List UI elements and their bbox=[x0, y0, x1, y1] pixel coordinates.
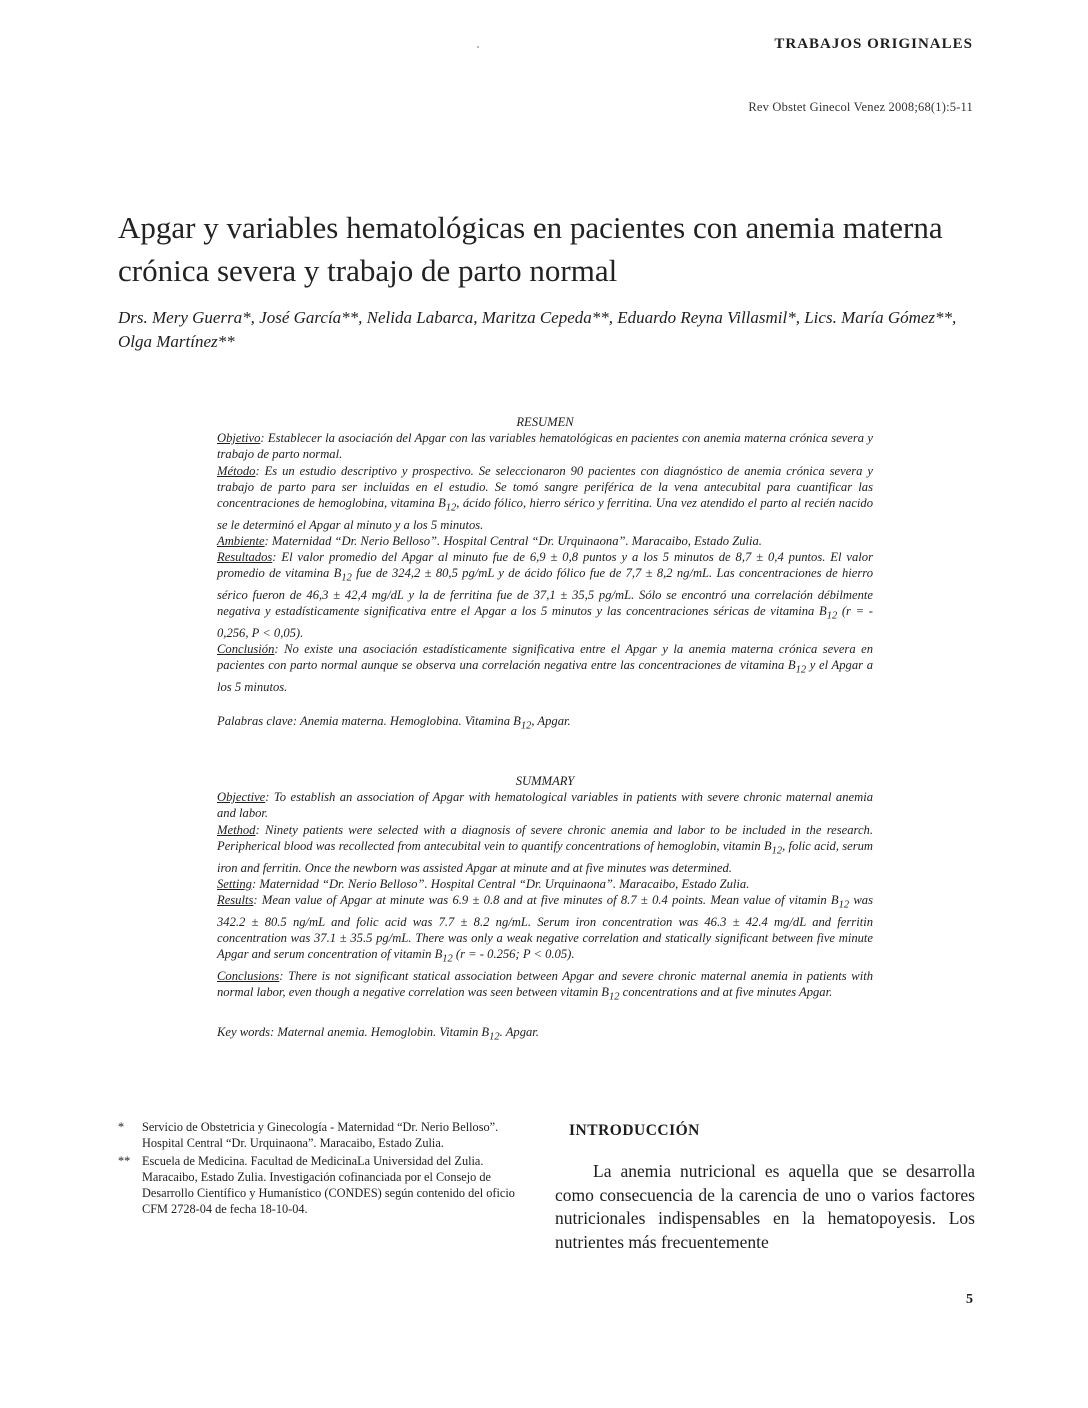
summary-method bbox=[217, 822, 873, 876]
keywords-text: Palabras clave: Anemia materna. Hemoglobina. Vitamina B bbox=[217, 714, 521, 729]
stray-dot bbox=[477, 46, 479, 48]
footnote bbox=[118, 1153, 518, 1217]
conclusion-label: Conclusión bbox=[217, 642, 275, 657]
ambiente-label: Ambiente bbox=[217, 533, 265, 548]
subscript: 12 bbox=[520, 720, 532, 732]
resumen-ambiente bbox=[217, 533, 873, 549]
summary-setting bbox=[217, 876, 873, 892]
setting-label: Setting bbox=[217, 876, 252, 891]
objective-label: Objective bbox=[217, 790, 266, 805]
metodo-text: : Es un estudio descriptivo y prospectivo. Se seleccionaron 90 pacientes con diagnóstico de anemia crónica severa y trabajo de parto para ser incluidas en el estudio. Se tomó sangre periférica de la vena antecubital para cuantificar las concentraciones de hemoglobina, vitamina B bbox=[217, 463, 873, 511]
journal-citation: Rev Obstet Ginecol Venez 2008;68(1):5-11 bbox=[748, 100, 973, 114]
subscript: 12 bbox=[838, 899, 850, 911]
summary-heading: SUMMARY bbox=[515, 774, 575, 788]
footnote-text: Servicio de Obstetricia y Ginecología - Maternidad “Dr. Nerio Belloso”. Hospital Central “Dr. Urquinaona”. Maracaibo, Estado Zulia. bbox=[142, 1120, 499, 1150]
objetivo-text: : Establecer la asociación del Apgar con las variables hematológicas en pacientes con anemia materna crónica severa y trabajo de parto normal. bbox=[217, 431, 873, 462]
conclusions-label: Conclusions bbox=[217, 968, 280, 983]
resultados-text-end: (r = - 0,256, P < 0,05). bbox=[217, 604, 873, 640]
keywords-text-end: . Apgar. bbox=[499, 1024, 539, 1039]
summary-keywords bbox=[217, 1024, 873, 1046]
results-text-end: (r = - 0.256; P < 0.05). bbox=[452, 947, 575, 962]
results-label: Results bbox=[217, 892, 254, 907]
subscript: 12 bbox=[445, 502, 457, 514]
resumen-conclusion bbox=[217, 641, 873, 695]
subscript: 12 bbox=[489, 1031, 500, 1043]
summary-block bbox=[217, 773, 873, 1045]
results-text-cont: was 342.2 ± 80.5 ng/mL and folic acid was 7.7 ± 8.2 ng/mL. Serum iron concentration was 46.3 ± 42.4 mg/dL and ferritin concentration was 37.1 ± 35.5 pg/mL. There was only a weak negative correlation and statically significant between five minute Apgar and serum concentration of vitamin B bbox=[217, 892, 873, 962]
subscript: 12 bbox=[826, 610, 838, 622]
subscript: 12 bbox=[341, 572, 352, 584]
author-list: Drs. Mery Guerra*, José García**, Nelida Labarca, Maritza Cepeda**, Eduardo Reyna Villasmil*, Lics. María Gómez**, Olga Martínez** bbox=[118, 308, 957, 351]
summary-conclusions bbox=[217, 968, 873, 1006]
objective-text: : To establish an association of Apgar with hematological variables in patients with severe chronic maternal anemia and labor. bbox=[217, 790, 873, 821]
results-text: : Mean value of Apgar at minute was 6.9 ± 0.8 and at five minutes of 8.7 ± 0.4 points. Mean value of vitamin B bbox=[253, 892, 839, 907]
footnote-text: Escuela de Medicina. Facultad de MedicinaLa Universidad del Zulia. Maracaibo, Estado Zulia. Investigación cofinanciada por el Consejo de Desarrollo Científico y Humanístico (CONDES) según contenido del oficio CFM 2728-04 de fecha 18-10-04. bbox=[142, 1154, 515, 1216]
page-number: 5 bbox=[966, 1292, 973, 1307]
method-label: Method bbox=[217, 822, 256, 837]
metodo-label: Método bbox=[217, 463, 256, 478]
conclusion-text: : No existe una asociación estadísticamente significativa entre el Apgar y la anemia materna crónica severa en pacientes con parto normal aunque se observa una correlación negativa entre las concentraciones de vitamina B bbox=[217, 642, 873, 673]
conclusions-text-end: concentrations and at five minutes Apgar. bbox=[619, 984, 833, 999]
subscript: 12 bbox=[795, 664, 807, 676]
resumen-block bbox=[217, 414, 873, 735]
method-text-cont: , folic acid, serum iron and ferritin. Once the newborn was assisted Apgar at minute and at five minutes was determined. bbox=[217, 838, 874, 875]
resumen-keywords bbox=[217, 713, 873, 735]
method-text: : Ninety patients were selected with a diagnosis of severe chronic anemia and labor to be included in the research. Peripherical blood was recollected from antecubital vein to quantify concentrations of hemoglobin, vitamin B bbox=[217, 822, 873, 853]
footnotes bbox=[118, 1119, 518, 1219]
summary-objective bbox=[217, 789, 873, 821]
resumen-resultados bbox=[217, 549, 873, 641]
resultados-text: : El valor promedio del Apgar al minuto fue de 6,9 ± 0,8 puntos y a los 5 minutos de 8,7 ± 0,4 puntos. El valor promedio de vitamina B bbox=[217, 550, 873, 581]
resumen-heading: RESUMEN bbox=[516, 415, 574, 429]
intro-paragraph: La anemia nutricional es aquella que se desarrolla como consecuencia de la carencia de uno o varios factores nutricionales indispensables en la hematopoyesis. Los nutrientes más frecuentemente bbox=[555, 1161, 975, 1252]
footnote-mark: ** bbox=[118, 1154, 131, 1168]
resultados-text-cont: fue de 324,2 ± 80,5 pg/mL y de ácido fólico fue de 7,7 ± 8,2 ng/mL. Las concentraciones de hierro sérico fueron de 46,3 ± 42,4 mg/dL y la de ferritina fue de 37,1 ± 35,5 pg/mL. Sólo se encontró una correlación débilmente negativa y estadísticamente significativa entre el Apgar a los 5 minutos y las concentraciones séricas de vitamina B bbox=[217, 566, 873, 619]
subscript: 12 bbox=[771, 845, 783, 857]
objetivo-label: Objetivo bbox=[217, 431, 261, 446]
intro-heading: INTRODUCCIÓN bbox=[569, 1122, 700, 1139]
conclusions-text: : There is not significant statical association between Apgar and severe chronic maternal anemia in patients with normal labor, even though a negative correlation was seen between vitamin B bbox=[217, 968, 873, 999]
conclusion-text-end: y el Apgar a los 5 minutos. bbox=[217, 658, 873, 695]
metodo-text-cont: , ácido fólico, hierro sérico y ferritina. Una vez atendido el parto al recién nacido se le determinó el Apgar al minuto y a los 5 minutos. bbox=[217, 496, 873, 532]
resultados-label: Resultados bbox=[217, 550, 273, 565]
ambiente-text: : Maternidad “Dr. Nerio Belloso”. Hospital Central “Dr. Urquinaona”. Maracaibo, Estado Zulia. bbox=[264, 533, 762, 548]
resumen-objetivo bbox=[217, 430, 873, 462]
keywords-text-end: , Apgar. bbox=[531, 714, 571, 729]
footnote-mark: * bbox=[118, 1120, 125, 1134]
section-label: TRABAJOS ORIGINALES bbox=[774, 36, 973, 52]
setting-text: : Maternidad “Dr. Nerio Belloso”. Hospital Central “Dr. Urquinaona”. Maracaibo, Estado Zulia. bbox=[251, 876, 750, 891]
subscript: 12 bbox=[442, 953, 453, 965]
keywords-text: Key words: Maternal anemia. Hemoglobin. Vitamin B bbox=[217, 1024, 490, 1039]
article-title: Apgar y variables hematológicas en pacientes con anemia materna crónica severa y trabajo de parto normal bbox=[118, 210, 943, 288]
summary-results bbox=[217, 892, 873, 968]
subscript: 12 bbox=[608, 991, 620, 1003]
footnote bbox=[118, 1119, 518, 1151]
resumen-metodo bbox=[217, 463, 873, 533]
